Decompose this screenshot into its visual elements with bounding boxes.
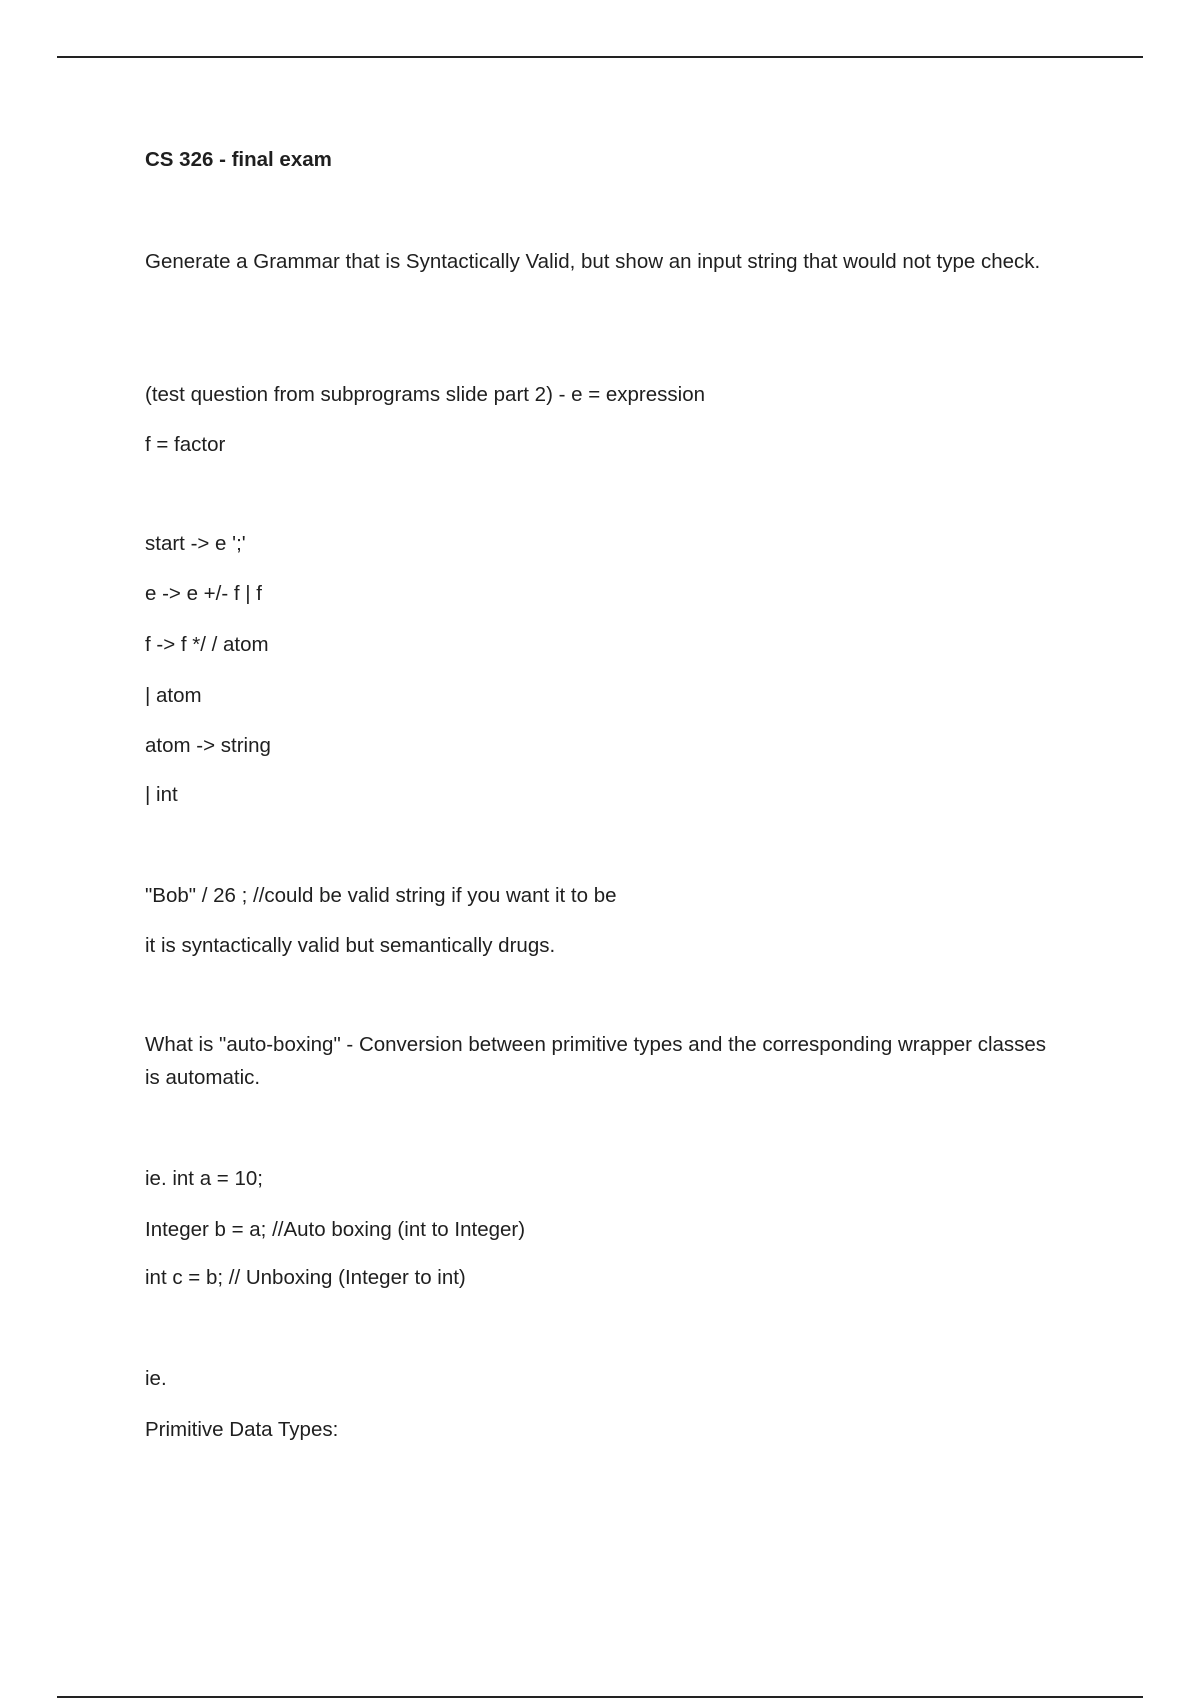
top-rule [57, 56, 1143, 58]
question-grammar: Generate a Grammar that is Syntactically Valid, but show an input string that would not type check. [145, 250, 1041, 273]
grammar-rule-atom-alt: | int [145, 783, 178, 806]
boxing-example-line-2: Integer b = a; //Auto boxing (int to Integer) [145, 1218, 526, 1241]
boxing-example-line-3: int c = b; // Unboxing (Integer to int) [145, 1266, 466, 1289]
example-note: it is syntactically valid but semantically drugs. [145, 934, 556, 957]
grammar-rule-start: start -> e ';' [145, 532, 246, 555]
example-input: "Bob" / 26 ; //could be valid string if you want it to be [145, 884, 617, 907]
document-title: CS 326 - final exam [145, 148, 332, 171]
context-line: (test question from subprograms slide part 2) - e = expression [145, 383, 706, 406]
grammar-rule-f-alt: | atom [145, 684, 202, 707]
ie-line: ie. [145, 1367, 167, 1390]
factor-definition: f = factor [145, 433, 226, 456]
boxing-example-line-1: ie. int a = 10; [145, 1167, 263, 1190]
grammar-rule-atom: atom -> string [145, 734, 271, 757]
primitive-types-heading: Primitive Data Types: [145, 1418, 339, 1441]
grammar-rule-f: f -> f */ / atom [145, 633, 269, 656]
grammar-rule-e: e -> e +/- f | f [145, 582, 262, 605]
bottom-rule [57, 1696, 1143, 1698]
question-autoboxing: What is "auto-boxing" - Conversion between primitive types and the corresponding wrapper classes is automatic. [145, 1033, 1052, 1089]
